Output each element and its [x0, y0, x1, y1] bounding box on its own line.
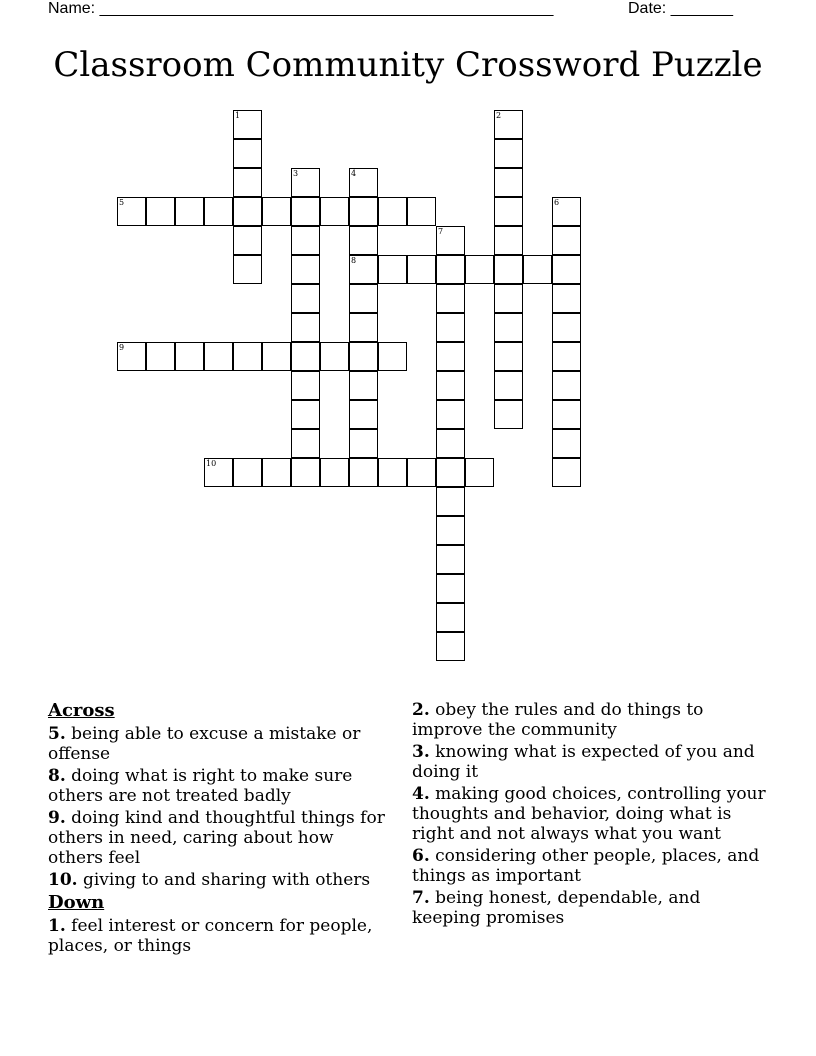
clue-down-3 [412, 742, 772, 782]
grid-cell[interactable] [349, 284, 378, 313]
grid-cell[interactable] [349, 342, 378, 371]
grid-cell[interactable] [262, 342, 291, 371]
grid-cell[interactable] [204, 458, 233, 487]
clue-number: 4. [412, 784, 430, 804]
grid-cell[interactable] [233, 139, 262, 168]
grid-cell[interactable] [291, 400, 320, 429]
clue-number: 2. [412, 700, 430, 720]
grid-cell[interactable] [436, 255, 465, 284]
grid-cell[interactable] [320, 197, 349, 226]
grid-cell[interactable] [146, 197, 175, 226]
grid-cell[interactable] [552, 458, 581, 487]
grid-cell[interactable] [291, 458, 320, 487]
clue-down-2 [412, 700, 772, 740]
grid-cell[interactable] [349, 168, 378, 197]
grid-cell[interactable] [552, 255, 581, 284]
grid-cell[interactable] [291, 313, 320, 342]
clue-number-label: 9 [119, 343, 125, 352]
clues-left-column [48, 700, 393, 958]
grid-cell[interactable] [494, 342, 523, 371]
across-heading: Across [48, 700, 115, 721]
grid-cell[interactable] [204, 197, 233, 226]
grid-cell[interactable] [436, 632, 465, 661]
grid-cell[interactable] [436, 429, 465, 458]
grid-cell[interactable] [378, 197, 407, 226]
grid-cell[interactable] [436, 226, 465, 255]
grid-cell[interactable] [436, 313, 465, 342]
grid-cell[interactable] [233, 458, 262, 487]
grid-cell[interactable] [465, 255, 494, 284]
grid-cell[interactable] [146, 342, 175, 371]
clue-across-9 [48, 808, 393, 868]
clue-text: obey the rules and do things to improve the community [412, 700, 704, 740]
grid-cell[interactable] [349, 197, 378, 226]
clue-across-5 [48, 724, 393, 764]
grid-cell[interactable] [291, 168, 320, 197]
grid-cell[interactable] [552, 197, 581, 226]
clue-number: 8. [48, 766, 66, 786]
clue-number: 1. [48, 916, 66, 936]
grid-cell[interactable] [175, 342, 204, 371]
grid-cell[interactable] [320, 458, 349, 487]
date-field-label[interactable]: Date: _______ [628, 0, 733, 17]
clue-across-8 [48, 766, 393, 806]
grid-cell[interactable] [552, 284, 581, 313]
grid-cell[interactable] [494, 284, 523, 313]
clue-number: 6. [412, 846, 430, 866]
grid-cell[interactable] [117, 197, 146, 226]
clue-across-10 [48, 870, 393, 890]
grid-cell[interactable] [233, 110, 262, 139]
grid-cell[interactable] [349, 226, 378, 255]
grid-cell[interactable] [349, 400, 378, 429]
clue-number-label: 2 [496, 111, 502, 120]
clues-right-column [412, 700, 772, 930]
name-field-label[interactable]: Name: ___________________________________________________ [48, 0, 554, 17]
grid-cell[interactable] [465, 458, 494, 487]
grid-cell[interactable] [291, 197, 320, 226]
grid-cell[interactable] [407, 255, 436, 284]
clue-number: 5. [48, 724, 66, 744]
grid-cell[interactable] [494, 197, 523, 226]
grid-cell[interactable] [349, 313, 378, 342]
grid-cell[interactable] [436, 603, 465, 632]
clue-text: being able to excuse a mistake or offense [48, 724, 361, 764]
clue-number-label: 4 [351, 169, 357, 178]
grid-cell[interactable] [233, 342, 262, 371]
clue-down-6 [412, 846, 772, 886]
grid-cell[interactable] [378, 255, 407, 284]
grid-cell[interactable] [320, 342, 349, 371]
grid-cell[interactable] [436, 284, 465, 313]
clue-number: 9. [48, 808, 66, 828]
page-title: Classroom Community Crossword Puzzle [53, 45, 763, 85]
grid-cell[interactable] [552, 342, 581, 371]
grid-cell[interactable] [494, 226, 523, 255]
grid-cell[interactable] [436, 545, 465, 574]
clue-down-1 [48, 916, 393, 956]
grid-cell[interactable] [233, 197, 262, 226]
grid-cell[interactable] [291, 226, 320, 255]
clue-text: being honest, dependable, and keeping promises [412, 888, 701, 928]
grid-cell[interactable] [349, 371, 378, 400]
grid-cell[interactable] [436, 458, 465, 487]
grid-cell[interactable] [291, 284, 320, 313]
clue-text: considering other people, places, and things as important [412, 846, 760, 886]
grid-cell[interactable] [291, 255, 320, 284]
clue-text: giving to and sharing with others [77, 870, 371, 890]
clue-number-label: 3 [293, 169, 299, 178]
grid-cell[interactable] [494, 168, 523, 197]
grid-cell[interactable] [494, 110, 523, 139]
grid-cell[interactable] [436, 342, 465, 371]
clue-number: 7. [412, 888, 430, 908]
grid-cell[interactable] [552, 429, 581, 458]
clue-text: doing kind and thoughtful things for others in need, caring about how others feel [48, 808, 385, 868]
grid-cell[interactable] [291, 371, 320, 400]
grid-cell[interactable] [262, 458, 291, 487]
grid-cell[interactable] [552, 226, 581, 255]
clue-text: knowing what is expected of you and doing it [412, 742, 755, 782]
grid-cell[interactable] [175, 197, 204, 226]
clue-text: feel interest or concern for people, places, or things [48, 916, 373, 956]
grid-cell[interactable] [233, 168, 262, 197]
grid-cell[interactable] [552, 400, 581, 429]
grid-cell[interactable] [349, 458, 378, 487]
grid-cell[interactable] [523, 255, 552, 284]
grid-cell[interactable] [436, 371, 465, 400]
clue-down-7 [412, 888, 772, 928]
down-heading: Down [48, 892, 105, 913]
grid-cell[interactable] [494, 400, 523, 429]
clue-number-label: 1 [235, 111, 241, 120]
grid-cell[interactable] [552, 313, 581, 342]
clue-number-label: 6 [554, 198, 560, 207]
clue-down-4 [412, 784, 772, 844]
grid-cell[interactable] [436, 516, 465, 545]
grid-cell[interactable] [262, 197, 291, 226]
grid-cell[interactable] [291, 342, 320, 371]
grid-cell[interactable] [436, 487, 465, 516]
clue-text: doing what is right to make sure others are not treated badly [48, 766, 353, 806]
grid-cell[interactable] [494, 313, 523, 342]
clue-number-label: 7 [438, 227, 444, 236]
grid-cell[interactable] [436, 574, 465, 603]
clue-number-label: 5 [119, 198, 125, 207]
grid-cell[interactable] [378, 342, 407, 371]
grid-cell[interactable] [552, 371, 581, 400]
clue-text: making good choices, controlling your thoughts and behavior, doing what is right and not always what you want [412, 784, 766, 844]
grid-cell[interactable] [349, 255, 378, 284]
grid-cell[interactable] [233, 255, 262, 284]
grid-cell[interactable] [204, 342, 233, 371]
clue-number-label: 10 [206, 459, 217, 468]
clue-number-label: 8 [351, 256, 357, 265]
grid-cell[interactable] [494, 255, 523, 284]
grid-cell[interactable] [494, 371, 523, 400]
grid-cell[interactable] [436, 400, 465, 429]
grid-cell[interactable] [291, 429, 320, 458]
clue-number: 10. [48, 870, 78, 890]
grid-cell[interactable] [349, 429, 378, 458]
grid-cell[interactable] [407, 197, 436, 226]
grid-cell[interactable] [378, 458, 407, 487]
grid-cell[interactable] [494, 139, 523, 168]
clue-number: 3. [412, 742, 430, 762]
grid-cell[interactable] [233, 226, 262, 255]
grid-cell[interactable] [117, 342, 146, 371]
grid-cell[interactable] [407, 458, 436, 487]
